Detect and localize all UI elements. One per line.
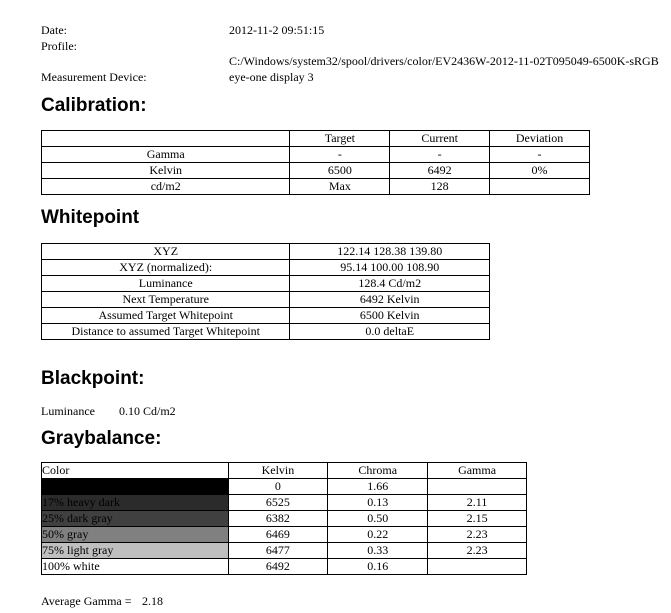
table-cell: - bbox=[490, 147, 590, 163]
table-cell: Gamma bbox=[42, 147, 290, 163]
table-cell: 2.15 bbox=[428, 511, 527, 527]
table-row bbox=[42, 511, 527, 527]
whitepoint-table bbox=[41, 243, 490, 340]
table-cell: 0.13 bbox=[328, 495, 428, 511]
table-row bbox=[42, 559, 527, 575]
table-cell: 2.23 bbox=[428, 527, 527, 543]
table-header-cell: Target bbox=[290, 131, 390, 147]
device-label: Measurement Device: bbox=[41, 70, 147, 84]
table-cell: Kelvin bbox=[42, 163, 290, 179]
table-cell: 0.16 bbox=[328, 559, 428, 575]
device-value: eye-one display 3 bbox=[229, 70, 314, 84]
table-row bbox=[42, 324, 490, 340]
table-cell: 6477 bbox=[228, 543, 328, 559]
table-row bbox=[42, 543, 527, 559]
table-row bbox=[42, 147, 590, 163]
average-gamma-value: 2.18 bbox=[142, 594, 163, 608]
table-cell bbox=[428, 559, 527, 575]
table-cell: 2.11 bbox=[428, 495, 527, 511]
table-header-cell bbox=[42, 131, 290, 147]
graybalance-heading: Graybalance: bbox=[41, 428, 162, 449]
blackpoint-heading: Blackpoint: bbox=[41, 368, 145, 389]
table-cell: 6469 bbox=[228, 527, 328, 543]
table-cell: 95.14 100.00 108.90 bbox=[290, 260, 490, 276]
table-cell: 2.23 bbox=[428, 543, 527, 559]
date-value: 2012-11-2 09:51:15 bbox=[229, 23, 325, 37]
table-cell: 6492 bbox=[228, 559, 328, 575]
table-header-row bbox=[42, 131, 590, 147]
profile-label: Profile: bbox=[41, 39, 77, 53]
color-swatch-cell: 100% white bbox=[42, 559, 229, 575]
table-row bbox=[42, 292, 490, 308]
blackpoint-luminance-value: 0.10 Cd/m2 bbox=[119, 404, 176, 418]
profile-value: C:/Windows/system32/spool/drivers/color/EV2436W-2012-11-02T095049-6500K-sRGB bbox=[229, 54, 659, 68]
table-row bbox=[42, 495, 527, 511]
table-cell: XYZ (normalized): bbox=[42, 260, 290, 276]
whitepoint-heading: Whitepoint bbox=[41, 207, 140, 228]
table-header-row bbox=[42, 463, 527, 479]
table-cell: 0.50 bbox=[328, 511, 428, 527]
table-row bbox=[42, 260, 490, 276]
table-header-cell: Current bbox=[390, 131, 490, 147]
calibration-table bbox=[41, 130, 590, 195]
table-cell: - bbox=[290, 147, 390, 163]
table-row bbox=[42, 479, 527, 495]
table-cell: Next Temperature bbox=[42, 292, 290, 308]
table-cell: 0% bbox=[490, 163, 590, 179]
calibration-heading: Calibration: bbox=[41, 95, 147, 116]
table-cell bbox=[490, 179, 590, 195]
table-cell: Luminance bbox=[42, 276, 290, 292]
table-header-cell: Deviation bbox=[490, 131, 590, 147]
table-header-cell: Gamma bbox=[428, 463, 527, 479]
table-cell: Max bbox=[290, 179, 390, 195]
table-header-cell: Kelvin bbox=[228, 463, 328, 479]
table-cell bbox=[428, 479, 527, 495]
table-row bbox=[42, 179, 590, 195]
table-cell: 6525 bbox=[228, 495, 328, 511]
table-header-cell: Color bbox=[42, 463, 229, 479]
average-gamma-label: Average Gamma = bbox=[41, 594, 132, 608]
table-cell: 122.14 128.38 139.80 bbox=[290, 244, 490, 260]
table-cell: 6500 bbox=[290, 163, 390, 179]
table-cell: 0.22 bbox=[328, 527, 428, 543]
table-cell: Distance to assumed Target Whitepoint bbox=[42, 324, 290, 340]
table-cell: Assumed Target Whitepoint bbox=[42, 308, 290, 324]
table-cell: 6500 Kelvin bbox=[290, 308, 490, 324]
color-swatch-cell: 25% dark gray bbox=[42, 511, 229, 527]
table-cell: XYZ bbox=[42, 244, 290, 260]
table-row bbox=[42, 163, 590, 179]
table-cell: 128 bbox=[390, 179, 490, 195]
blackpoint-luminance-label: Luminance bbox=[41, 404, 95, 418]
table-row bbox=[42, 276, 490, 292]
table-cell: 6382 bbox=[228, 511, 328, 527]
table-cell: cd/m2 bbox=[42, 179, 290, 195]
table-cell: 6492 bbox=[390, 163, 490, 179]
table-cell: 0 bbox=[228, 479, 328, 495]
table-row bbox=[42, 244, 490, 260]
color-swatch-cell: 75% light gray bbox=[42, 543, 229, 559]
table-cell: 0.0 deltaE bbox=[290, 324, 490, 340]
table-cell: 0.33 bbox=[328, 543, 428, 559]
date-label: Date: bbox=[41, 23, 67, 37]
graybalance-table bbox=[41, 462, 527, 575]
table-row bbox=[42, 527, 527, 543]
color-swatch-cell: 50% gray bbox=[42, 527, 229, 543]
table-cell: 1.66 bbox=[328, 479, 428, 495]
table-row bbox=[42, 308, 490, 324]
table-cell: 128.4 Cd/m2 bbox=[290, 276, 490, 292]
table-cell: - bbox=[390, 147, 490, 163]
color-swatch-cell: 17% heavy dark bbox=[42, 495, 229, 511]
table-header-cell: Chroma bbox=[328, 463, 428, 479]
table-cell: 6492 Kelvin bbox=[290, 292, 490, 308]
color-swatch-cell bbox=[42, 479, 229, 495]
